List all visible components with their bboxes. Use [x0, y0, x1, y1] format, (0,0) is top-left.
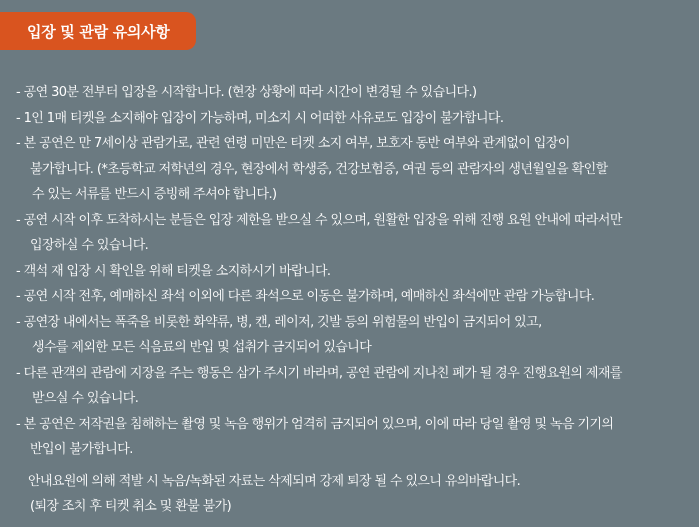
notice-item: [16, 259, 694, 285]
notice-line: - 객석 재 입장 시 확인을 위해 티켓을 소지하시기 바랍니다.: [16, 263, 331, 279]
notice-item: [16, 131, 694, 208]
notice-list: [16, 80, 694, 463]
notice-line: 수 있는 서류를 반드시 증빙해 주셔야 합니다.): [32, 187, 277, 202]
notice-line: 생수를 제외한 모든 식음료의 반입 및 섭취가 금지되어 있습니다: [32, 340, 372, 355]
notice-item: [16, 208, 694, 259]
notice-line: - 공연 30분 전부터 입장을 시작합니다. (현장 상황에 따라 시간이 변경될 수 있습니다.): [16, 85, 477, 100]
notice-line: - 다른 관객의 관람에 지장을 주는 행동은 삼가 주시기 바라며, 공연 관람에 지나친 폐가 될 경우 진행요원의 제재를: [16, 365, 622, 381]
notice-line: - 공연장 내에서는 폭죽을 비롯한 화약류, 병, 캔, 레이저, 깃발 등의 위험물의 반입이 금지되어 있고,: [16, 314, 542, 330]
notice-line: 불가합니다. (*초등학교 저학년의 경우, 현장에서 학생증, 건강보험증, 여권 등의 관람자의 생년월일을 확인할: [30, 161, 608, 177]
notice-item: [16, 310, 694, 361]
notice-item: [16, 412, 694, 463]
notice-line: - 본 공연은 저작권을 침해하는 촬영 및 녹음 행위가 엄격히 금지되어 있으며, 이에 따라 당일 촬영 및 녹음 기기의: [16, 416, 614, 432]
recording-notice: 안내요원에 의해 적발 시 녹음/녹화된 자료는 삭제되며 강제 퇴장 될 수 있으니 유의바랍니다.: [28, 474, 521, 489]
section-title-tab: [0, 12, 196, 50]
notice-item: [16, 106, 694, 132]
notice-line: - 공연 시작 이후 도착하시는 분들은 입장 제한을 받으실 수 있으며, 원활한 입장을 위해 진행 요원 안내에 따라서만: [16, 212, 622, 228]
notice-item: [16, 361, 694, 412]
refund-notice: (퇴장 조치 후 티켓 취소 및 환불 불가): [30, 499, 232, 514]
notice-line: - 공연 시작 전후, 예매하신 좌석 이외에 다른 좌석으로 이동은 불가하며, 예매하신 좌석에만 관람 가능합니다.: [16, 289, 595, 304]
section-title: 입장 및 관람 유의사항: [27, 22, 170, 41]
notice-line: 입장하실 수 있습니다.: [30, 238, 149, 253]
notice-line: 받으실 수 있습니다.: [32, 391, 139, 406]
notice-line: - 1인 1매 티켓을 소지해야 입장이 가능하며, 미소지 시 어떠한 사유로도 입장이 불가합니다.: [16, 110, 504, 126]
notice-item: [16, 284, 694, 310]
notice-line: 반입이 불가합니다.: [30, 442, 133, 457]
notice-item: [16, 80, 694, 106]
notice-line: - 본 공연은 만 7세이상 관람가로, 관련 연령 미만은 티켓 소지 여부, 보호자 동반 여부와 관계없이 입장이: [16, 136, 570, 151]
